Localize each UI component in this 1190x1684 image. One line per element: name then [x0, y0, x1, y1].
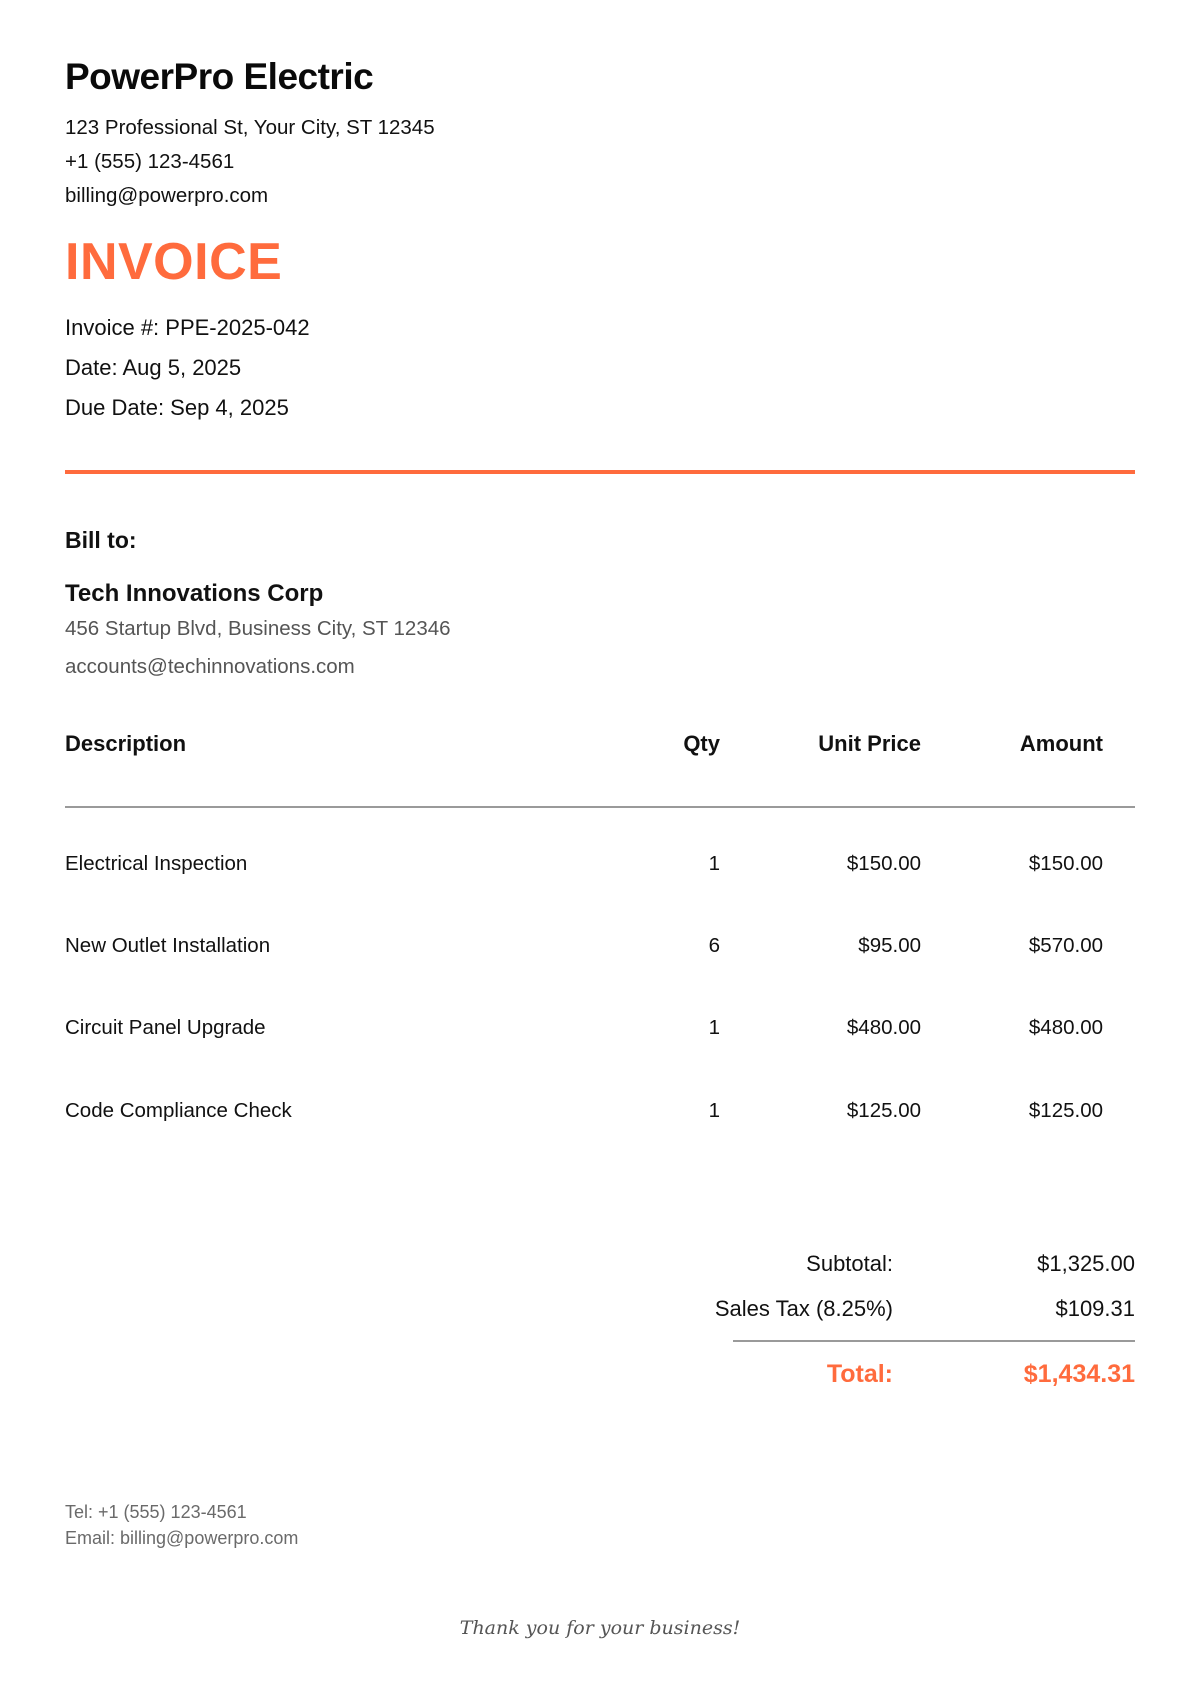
row-amount: $125.00	[1028, 1099, 1103, 1122]
row-unit-price: $480.00	[846, 1016, 921, 1039]
header-divider	[65, 470, 1135, 474]
row-description: Electrical Inspection	[65, 852, 248, 875]
footer-tel: Tel: +1 (555) 123-4561	[65, 1502, 247, 1522]
row-unit-price: $150.00	[846, 852, 921, 875]
invoice-title: INVOICE	[65, 233, 283, 291]
row-description: Circuit Panel Upgrade	[65, 1016, 266, 1039]
bill-to-label: Bill to:	[65, 527, 137, 553]
tax-value: $109.31	[1055, 1296, 1135, 1321]
client-address: 456 Startup Blvd, Business City, ST 12346	[65, 617, 451, 640]
total-value: $1,434.31	[1023, 1360, 1135, 1388]
table-row	[65, 1099, 1135, 1129]
total-label: Total:	[826, 1360, 893, 1388]
row-unit-price: $95.00	[858, 934, 921, 957]
subtotal-label: Subtotal:	[806, 1251, 893, 1276]
column-header-qty: Qty	[683, 731, 720, 756]
table-row	[65, 1016, 1135, 1046]
row-amount: $480.00	[1028, 1016, 1103, 1039]
column-header-description: Description	[65, 731, 187, 756]
company-phone: +1 (555) 123-4561	[65, 150, 235, 173]
company-address: 123 Professional St, Your City, ST 12345	[65, 116, 435, 139]
invoice-page	[65, 0, 1135, 1684]
table-row	[65, 934, 1135, 964]
subtotal-value: $1,325.00	[1037, 1251, 1135, 1276]
invoice-date: Date: Aug 5, 2025	[65, 355, 242, 380]
column-header-unit-price: Unit Price	[818, 731, 921, 756]
totals-divider	[733, 1340, 1135, 1342]
table-header-divider	[65, 806, 1135, 808]
row-qty: 6	[708, 934, 720, 957]
company-email: billing@powerpro.com	[65, 184, 269, 207]
row-unit-price: $125.00	[846, 1099, 921, 1122]
invoice-due-date: Due Date: Sep 4, 2025	[65, 395, 289, 420]
table-row	[65, 852, 1135, 882]
company-name: PowerPro Electric	[65, 56, 374, 97]
row-description: Code Compliance Check	[65, 1099, 292, 1122]
invoice-number: Invoice #: PPE-2025-042	[65, 315, 310, 340]
column-header-amount: Amount	[1019, 731, 1103, 756]
tax-label: Sales Tax (8.25%)	[714, 1296, 893, 1321]
row-amount: $570.00	[1028, 934, 1103, 957]
client-email: accounts@techinnovations.com	[65, 655, 355, 678]
client-name: Tech Innovations Corp	[65, 580, 324, 607]
row-qty: 1	[708, 1099, 720, 1122]
thank-you-note: Thank you for your business!	[459, 1617, 741, 1639]
row-qty: 1	[708, 852, 720, 875]
row-description: New Outlet Installation	[65, 934, 271, 957]
footer-email: Email: billing@powerpro.com	[65, 1528, 299, 1548]
row-amount: $150.00	[1028, 852, 1103, 875]
row-qty: 1	[708, 1016, 720, 1039]
